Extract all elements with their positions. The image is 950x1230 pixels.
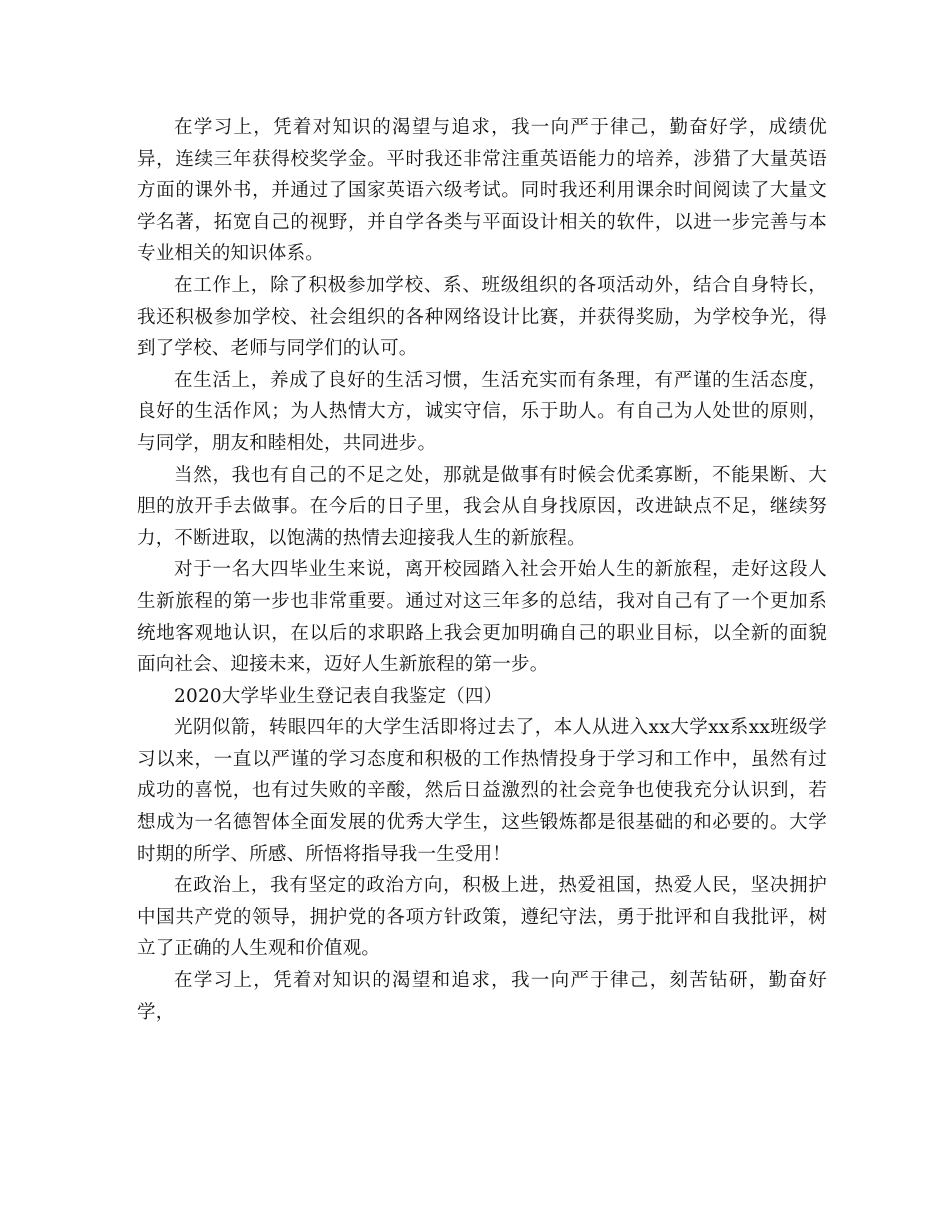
- paragraph-study: 在学习上，凭着对知识的渴望与追求，我一向严于律己，勤奋好学，成绩优异，连续三年获得校奖学金。平时我还非常注重英语能力的培养，涉猎了大量英语方面的课外书，并通过了国家英语六级考试。同时我还利用课余时间阅读了大量文学名著，拓宽自己的视野，并自学各类与平面设计相关的软件，以进一步完善与本专业相关的知识体系。: [137, 117, 827, 265]
- paragraph-intro: 光阴似箭，转眼四年的大学生活即将过去了，本人从进入xx大学xx系xx班级学习以来，一直以严谨的学习态度和积极的工作热情投身于学习和工作中，虽然有过成功的喜悦，也有过失败的辛酸，然后日益激烈的社会竞争也使我充分认识到，若想成为一名德智体全面发展的优秀大学生，这些锻炼都是很基础的和必要的。大学时期的所学、所感、所悟将指导我一生受用！: [137, 717, 827, 865]
- section-heading: 2020大学毕业生登记表自我鉴定（四）: [174, 685, 503, 707]
- paragraph-shortcomings: 当然，我也有自己的不足之处，那就是做事有时候会优柔寡断，不能果断、大胆的放开手去做事。在今后的日子里，我会从自身找原因，改进缺点不足，继续努力，不断进取，以饱满的热情去迎接我人生的新旅程。: [137, 464, 827, 549]
- paragraph-politics: 在政治上，我有坚定的政治方向，积极上进，热爱祖国，热爱人民，坚决拥护中国共产党的领导，拥护党的各项方针政策，遵纪守法，勇于批评和自我批评，树立了正确的人生观和价值观。: [137, 875, 827, 960]
- paragraph-graduation: 对于一名大四毕业生来说，离开校园踏入社会开始人生的新旅程，走好这段人生新旅程的第一步也非常重要。通过对这三年多的总结，我对自己有了一个更加系统地客观地认识，在以后的求职路上我会更加明确自己的职业目标，以全新的面貌面向社会、迎接未来，迈好人生新旅程的第一步。: [137, 559, 827, 676]
- paragraph-life: 在生活上，养成了良好的生活习惯，生活充实而有条理，有严谨的生活态度，良好的生活作风；为人热情大方，诚实守信，乐于助人。有自己为人处世的原则，与同学，朋友和睦相处，共同进步。: [137, 369, 827, 454]
- paragraph-work: 在工作上，除了积极参加学校、系、班级组织的各项活动外，结合自身特长，我还积极参加学校、社会组织的各种网络设计比赛，并获得奖励，为学校争光，得到了学校、老师与同学们的认可。: [137, 274, 827, 360]
- document-body: [137, 112, 827, 1028]
- paragraph-study-continued: 在学习上，凭着对知识的渴望和追求，我一向严于律己，刻苦钻研，勤奋好学，: [137, 970, 827, 1023]
